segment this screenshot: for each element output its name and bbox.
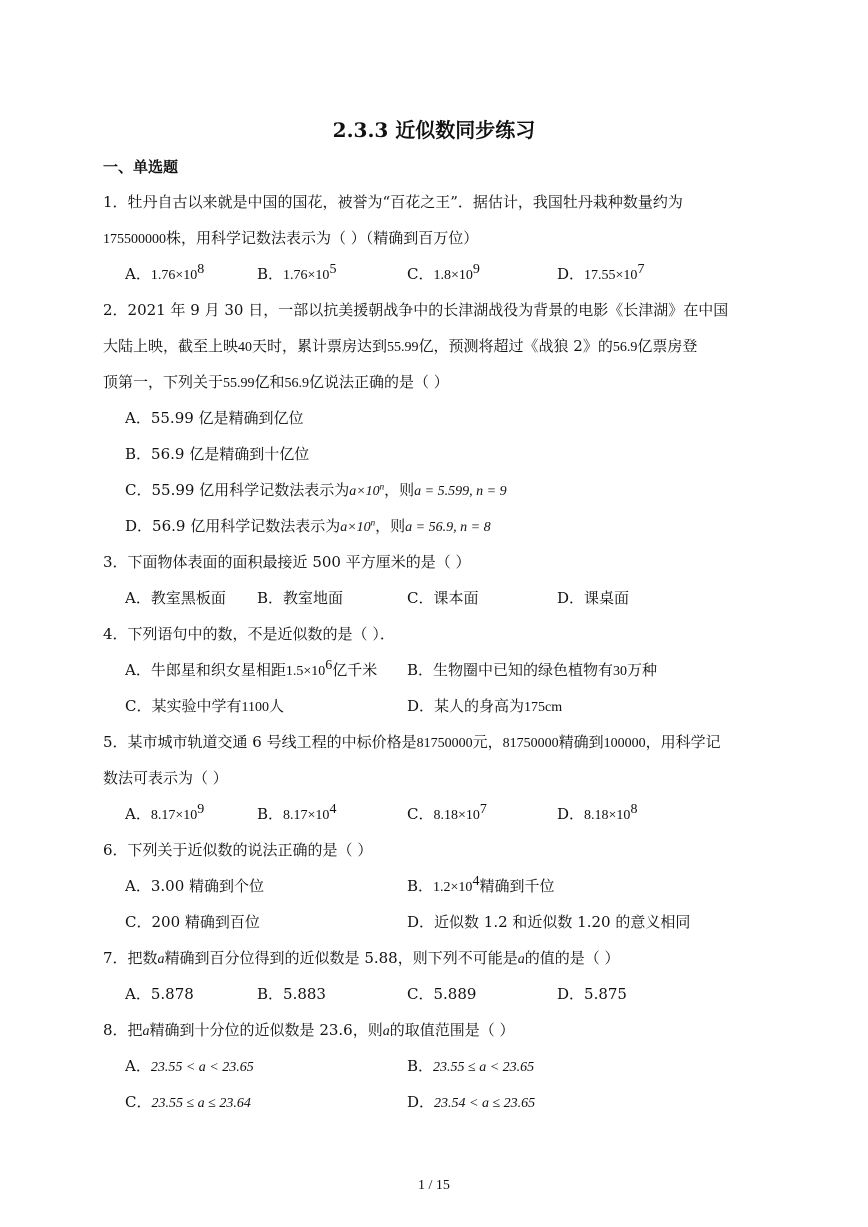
q8-option-b[interactable] xyxy=(407,1055,534,1079)
text: 亿和 xyxy=(254,373,285,391)
option-label: D． xyxy=(557,805,585,823)
q2-option-a[interactable]: A．55.99 亿是精确到亿位 xyxy=(125,409,304,427)
option-text: 精确到千位 xyxy=(479,877,555,895)
q3-option-b[interactable]: B．教室地面 xyxy=(257,589,344,607)
option-base: 1.8×10 xyxy=(433,268,473,283)
page-number: 1 / 15 xyxy=(418,1178,450,1193)
inequality: 23.55 < a < 23.65 xyxy=(150,1060,254,1075)
inequality: 23.55 ≤ a ≤ 23.64 xyxy=(151,1096,251,1111)
number: 81750000 xyxy=(416,736,473,751)
q6-option-c[interactable]: C．200 精确到百位 xyxy=(125,913,260,931)
text: 顶第一，下列关于 xyxy=(103,373,224,391)
q4-option-a[interactable] xyxy=(125,659,377,683)
option-base: 1.5×10 xyxy=(285,664,326,679)
option-label: D． xyxy=(407,1093,435,1111)
text: 的值的是（ ） xyxy=(524,949,620,967)
q1-option-a[interactable] xyxy=(125,263,204,287)
question-4-stem: 4．下列语句中的数，不是近似数的是（ ）． xyxy=(103,625,395,643)
question-7-stem xyxy=(103,947,620,971)
option-text: 亿千米 xyxy=(332,661,378,679)
option-text: C．某实验中学有 xyxy=(125,697,242,715)
q4-option-b[interactable] xyxy=(407,659,657,683)
option-text: B．生物圈中已知的绿色植物有 xyxy=(407,661,614,679)
q5-option-a[interactable] xyxy=(125,803,204,827)
formula: a = 56.9, n = 8 xyxy=(405,520,491,535)
option-base: 1.76×10 xyxy=(150,268,198,283)
number: 30 xyxy=(613,664,628,679)
question-5-line-1 xyxy=(103,731,721,755)
option-text: 万种 xyxy=(627,661,658,679)
q6-option-d[interactable]: D．近似数 1.2 和近似数 1.20 的意义相同 xyxy=(407,913,691,931)
text: 7．把数 xyxy=(103,949,158,967)
number: 175cm xyxy=(524,700,563,715)
option-base: 17.55×10 xyxy=(584,268,638,283)
q4-option-d[interactable] xyxy=(407,695,562,719)
question-text: 株，用科学记数法表示为（ ）（精确到百万位） xyxy=(166,229,479,247)
question-2-line-2 xyxy=(103,335,697,359)
option-label: C． xyxy=(125,1093,152,1111)
option-text: A．牛郎星和织女星相距 xyxy=(125,661,286,679)
option-label: A． xyxy=(125,265,151,283)
option-exponent: 9 xyxy=(197,802,205,817)
question-2-line-3 xyxy=(103,371,449,395)
option-text: ，则 xyxy=(384,481,415,499)
inequality: 23.55 ≤ a < 23.65 xyxy=(433,1060,535,1075)
option-exponent: 7 xyxy=(479,802,487,817)
option-exponent: 4 xyxy=(472,874,480,889)
text: 5．某市城市轨道交通 6 号线工程的中标价格是 xyxy=(103,733,417,751)
option-label: C． xyxy=(407,805,434,823)
sci-notation: a×10 xyxy=(340,520,371,535)
option-base: 8.17×10 xyxy=(150,808,198,823)
section-heading: 一、单选题 xyxy=(103,158,179,176)
q8-option-c[interactable] xyxy=(125,1091,251,1115)
q2-option-d[interactable] xyxy=(125,515,491,539)
sci-exponent: n xyxy=(370,517,376,528)
variable: a xyxy=(382,1024,390,1039)
question-3-stem: 3．下面物体表面的面积最接近 500 平方厘米的是（ ） xyxy=(103,553,471,571)
option-text: D．某人的身高为 xyxy=(407,697,525,715)
sci-exponent: n xyxy=(379,481,385,492)
option-label: B． xyxy=(257,265,284,283)
q5-option-d[interactable] xyxy=(557,803,637,827)
inequality: 23.54 < a ≤ 23.65 xyxy=(434,1096,536,1111)
option-base: 8.18×10 xyxy=(433,808,480,823)
option-label: C． xyxy=(407,265,434,283)
option-label: B． xyxy=(407,877,434,895)
sci-notation: a×10 xyxy=(349,484,380,499)
option-exponent: 8 xyxy=(630,802,638,817)
q6-option-b[interactable] xyxy=(407,875,554,899)
option-exponent: 9 xyxy=(472,262,480,277)
option-exponent: 7 xyxy=(637,262,645,277)
q7-option-b[interactable]: B．5.883 xyxy=(257,985,326,1003)
q4-option-c[interactable] xyxy=(125,695,284,719)
option-base: 1.2×10 xyxy=(433,880,473,895)
option-base: 1.76×10 xyxy=(283,268,330,283)
q2-option-c[interactable] xyxy=(125,479,507,503)
number: 55.99 xyxy=(223,376,255,391)
question-1-line-1: 1．牡丹自古以来就是中国的国花，被誉为“百花之王”．据估计，我国牡丹栽种数量约为 xyxy=(103,193,683,211)
option-base: 8.17×10 xyxy=(283,808,330,823)
text: 精确到 xyxy=(558,733,604,751)
q7-option-c[interactable]: C．5.889 xyxy=(407,985,477,1003)
option-label: B． xyxy=(407,1057,434,1075)
q7-option-d[interactable]: D．5.875 xyxy=(557,985,627,1003)
option-exponent: 6 xyxy=(325,658,333,673)
text: ，用科学记 xyxy=(645,733,721,751)
text: 8．把 xyxy=(103,1021,143,1039)
number: 56.9 xyxy=(612,340,638,355)
option-text: ，则 xyxy=(375,517,406,535)
q1-option-c[interactable] xyxy=(407,263,480,287)
number: 100000 xyxy=(603,736,646,751)
q8-option-a[interactable] xyxy=(125,1055,254,1079)
question-2-line-1: 2．2021 年 9 月 30 日，一部以抗美援朝战争中的长津湖战役为背景的电影《长津湖》在中国 xyxy=(103,301,729,319)
q5-option-c[interactable] xyxy=(407,803,487,827)
variable: a xyxy=(157,952,165,967)
option-label: A． xyxy=(125,1057,151,1075)
number: 81750000 xyxy=(502,736,559,751)
number: 175500000 xyxy=(103,232,166,247)
formula: a = 5.599, n = 9 xyxy=(414,484,507,499)
number: 55.99 xyxy=(387,340,419,355)
variable: a xyxy=(517,952,525,967)
option-label: A． xyxy=(125,805,151,823)
q8-option-d[interactable] xyxy=(407,1091,535,1115)
text: 精确到十分位的近似数是 23.6，则 xyxy=(149,1021,383,1039)
option-base: 8.18×10 xyxy=(584,808,631,823)
option-exponent: 8 xyxy=(197,262,205,277)
text: 的取值范围是（ ） xyxy=(389,1021,515,1039)
variable: a xyxy=(142,1024,150,1039)
option-exponent: 5 xyxy=(329,262,337,277)
text: 亿说法正确的是（ ） xyxy=(309,373,449,391)
q1-option-b[interactable] xyxy=(257,263,336,287)
number: 40 xyxy=(238,340,253,355)
text: 亿，预测将超过《战狼 2》的 xyxy=(418,337,613,355)
text: 天时，累计票房达到 xyxy=(252,337,388,355)
text: 亿票房登 xyxy=(637,337,698,355)
text: 大陆上映，截至上映 xyxy=(103,337,239,355)
page-title: 2.3.3 近似数同步练习 xyxy=(332,118,536,142)
q3-option-a[interactable]: A．教室黑板面 xyxy=(125,589,226,607)
number: 56.9 xyxy=(284,376,310,391)
q3-option-d[interactable]: D．课桌面 xyxy=(557,589,630,607)
q1-option-d[interactable] xyxy=(557,263,644,287)
option-text: 人 xyxy=(268,697,284,715)
option-label: B． xyxy=(257,805,284,823)
question-5-line-2: 数法可表示为（ ） xyxy=(103,769,228,787)
question-6-stem: 6．下列关于近似数的说法正确的是（ ） xyxy=(103,841,373,859)
option-text: C．55.99 亿用科学记数法表示为 xyxy=(125,481,350,499)
option-text: D．56.9 亿用科学记数法表示为 xyxy=(125,517,341,535)
number: 1100 xyxy=(241,700,269,715)
q5-option-b[interactable] xyxy=(257,803,336,827)
text: 精确到百分位得到的近似数是 5.88，则下列不可能是 xyxy=(164,949,518,967)
question-8-stem xyxy=(103,1019,515,1043)
q2-option-b[interactable]: B．56.9 亿是精确到十亿位 xyxy=(125,445,310,463)
q6-option-a[interactable]: A．3.00 精确到个位 xyxy=(125,877,264,895)
text: 元， xyxy=(472,733,503,751)
question-1-line-2 xyxy=(103,227,478,251)
q3-option-c[interactable]: C．课本面 xyxy=(407,589,479,607)
option-exponent: 4 xyxy=(329,802,337,817)
option-label: D． xyxy=(557,265,585,283)
q7-option-a[interactable]: A．5.878 xyxy=(125,985,194,1003)
